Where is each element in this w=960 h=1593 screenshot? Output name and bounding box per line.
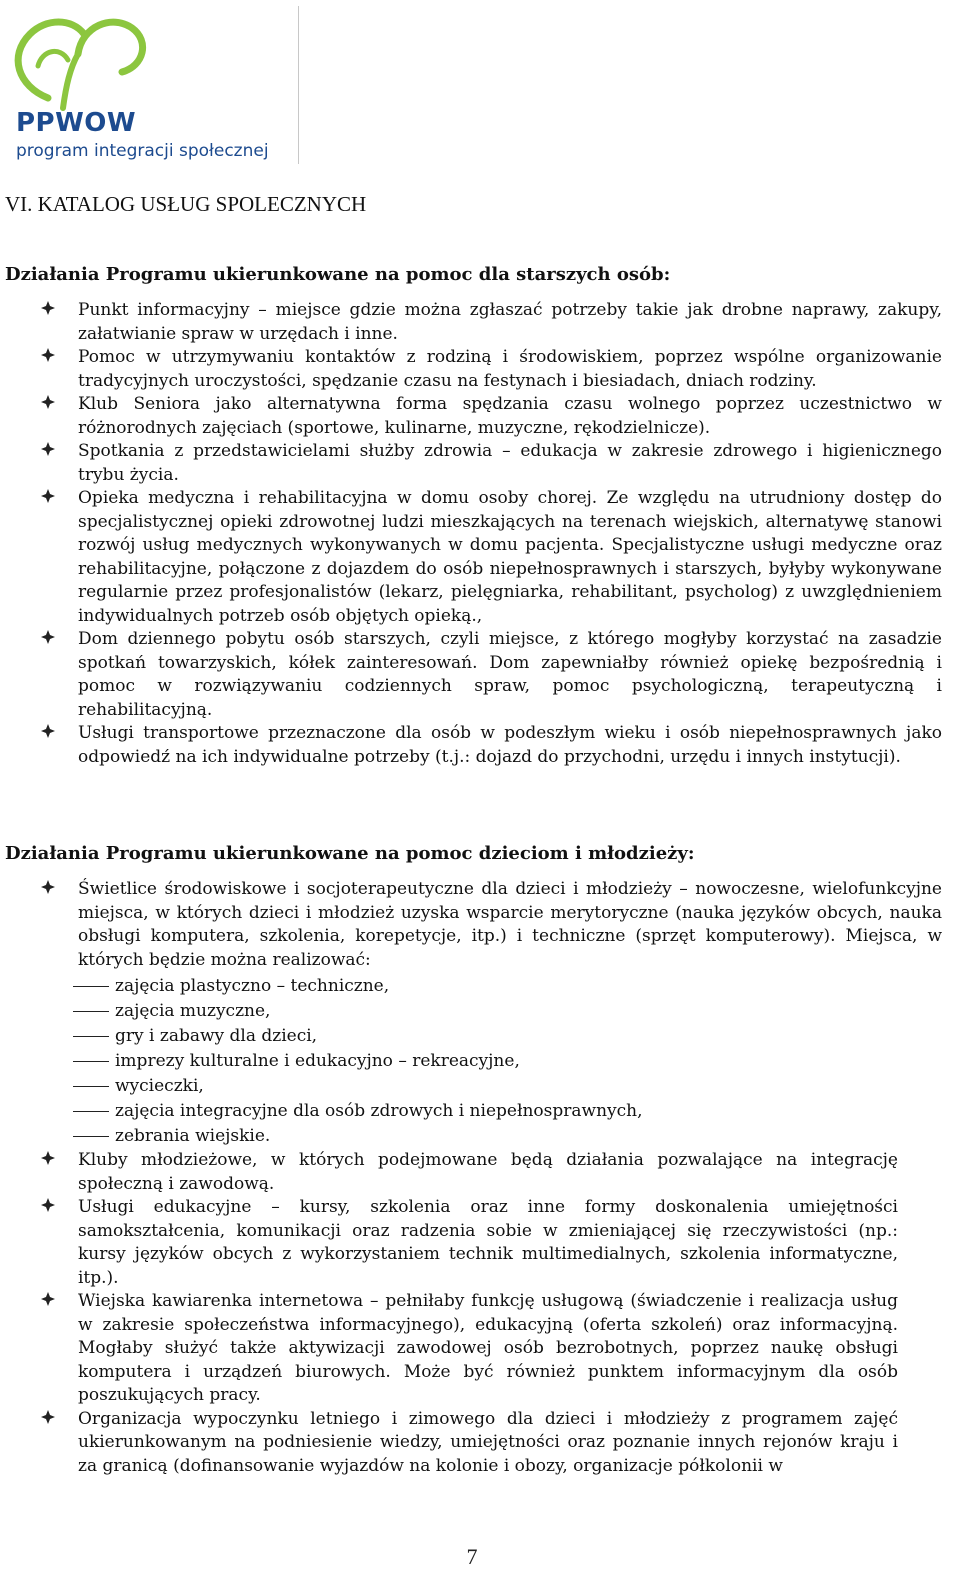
activity-item: zajęcia muzyczne, [78, 999, 938, 1024]
list-item-text: Opieka medyczna i rehabilitacyjna w domu osoby chorej. Ze względu na utrudniony dostęp do specjalistycznej opieki zdrowotnej ludzi mieszkających na terenach wiejskich, alternatywę stanowi rozwój usług medycznych wykonywanych w domu pacjenta. Specjalistyczne usługi medyczne oraz rehabilitacyjne, połączone z dojazdem do osób niepełnosprawnych i starszych, byłyby wykonywane regularnie przez profesjonalistów (lekarz, pielęgniarka, rehabilitant, psycholog) z uwzględnieniem indywidualnych potrzeb osób objętych opieką., [78, 488, 942, 626]
list-item-text: Usługi transportowe przeznaczone dla osób w podeszłym wieku i osób niepełnosprawnych jako odpowiedź na ich indywidualne potrzeby (t.j.: dojazd do przychodni, urzędu i innych instytucji). [78, 723, 942, 767]
list-item [40, 440, 942, 487]
list-item [40, 1290, 898, 1408]
list-item [40, 346, 942, 393]
activity-item: zajęcia plastyczno – techniczne, [78, 974, 938, 999]
seniors-services-list [40, 299, 942, 769]
diamond-bullet-icon [40, 441, 56, 457]
list-item [40, 1196, 898, 1290]
list-item-text: Klub Seniora jako alternatywna forma spędzania czasu wolnego poprzez uczestnictwo w różnorodnych zajęciach (sportowe, kulinarne, muzyczne, rękodzielnicze). [78, 394, 942, 438]
diamond-bullet-icon [40, 1150, 56, 1166]
activity-item: zajęcia integracyjne dla osób zdrowych i niepełnosprawnych, [78, 1099, 938, 1124]
diamond-bullet-icon [40, 1197, 56, 1213]
diamond-bullet-icon [40, 629, 56, 645]
list-item [40, 487, 942, 628]
list-item [40, 393, 942, 440]
list-item-text: Świetlice środowiskowe i socjoterapeutyczne dla dzieci i młodzieży – nowoczesne, wielofunkcyjne miejsca, w których dzieci i młodzież uzyska wsparcie merytoryczne (nauka języków obcych, nauka obsługi komputera, szkolenia, korepetycje, itp.) i techniczne (sprzęt komputerowy). Miejsca, w których będzie można realizować: [78, 879, 942, 970]
tree-logo-icon [8, 6, 308, 116]
youth-services-list [40, 878, 942, 972]
list-item [40, 878, 942, 972]
activities-list [78, 974, 938, 1149]
list-item-text: Usługi edukacyjne – kursy, szkolenia oraz inne formy doskonalenia umiejętności samokształcenia, komunikacji oraz radzenia sobie w zmieniającej się rzeczywistości (np.: kursy języków obcych z wykorzystaniem technik multimedialnych, szkolenia informatyczne, itp.). [78, 1197, 898, 1288]
youth-services-list-continued [40, 1149, 898, 1478]
list-item-text: Dom dziennego pobytu osób starszych, czyli miejsce, z którego mogłyby korzystać na zasadzie spotkań towarzyskich, kółek zainteresowań. Dom zapewniałby również opiekę bezpośrednią i pomoc w rozwiązywaniu codziennych spraw, pomoc psychologiczną, terapeutyczną i rehabilitacyjną. [78, 629, 942, 720]
diamond-bullet-icon [40, 1291, 56, 1307]
list-item-text: Spotkania z przedstawicielami służby zdrowia – edukacja w zakresie zdrowego i higienicznego trybu życia. [78, 441, 942, 485]
chapter-title: VI. KATALOG USŁUG SPOLECZNYCH [5, 192, 367, 216]
list-item [40, 722, 942, 769]
diamond-bullet-icon [40, 300, 56, 316]
diamond-bullet-icon [40, 1409, 56, 1425]
list-item-text: Wiejska kawiarenka internetowa – pełniłaby funkcję usługową (świadczenie i realizacja usług w zakresie społeczeństwa informacyjnego), edukacyjną (oferta szkoleń) oraz informacyjną. Mogłaby służyć także aktywizacji zawodowej osób bezrobotnych, poprzez naukę obsługi komputera i urządzeń biurowych. Może być również punktem informacyjnym dla osób poszukujących pracy. [78, 1291, 898, 1405]
page-number: 7 [466, 1544, 478, 1569]
activity-item: wycieczki, [78, 1074, 938, 1099]
list-item-text: Pomoc w utrzymywaniu kontaktów z rodziną i środowiskiem, poprzez wspólne organizowanie tradycyjnych uroczystości, spędzanie czasu na festynach i biesiadach, dniach rodziny. [78, 347, 942, 391]
logo-subtitle: program integracji społecznej [16, 141, 269, 161]
diamond-bullet-icon [40, 879, 56, 895]
list-item-text: Punkt informacyjny – miejsce gdzie można zgłaszać potrzeby takie jak drobne naprawy, zakupy, załatwianie spraw w urzędach i inne. [78, 300, 942, 344]
list-item [40, 299, 942, 346]
section-title-youth: Działania Programu ukierunkowane na pomoc dzieciom i młodzieży: [5, 843, 695, 864]
activity-item: imprezy kulturalne i edukacyjno – rekreacyjne, [78, 1049, 938, 1074]
list-item [40, 1149, 898, 1196]
logo-wordmark: PPWOW [16, 108, 137, 138]
diamond-bullet-icon [40, 394, 56, 410]
diamond-bullet-icon [40, 488, 56, 504]
section-title-seniors: Działania Programu ukierunkowane na pomoc dla starszych osób: [5, 264, 671, 285]
diamond-bullet-icon [40, 723, 56, 739]
activity-item: zebrania wiejskie. [78, 1124, 938, 1149]
list-item-text: Organizacja wypoczynku letniego i zimowego dla dzieci i młodzieży z programem zajęć ukierunkowanym na podniesienie wiedzy, umiejętności oraz poznanie innych rejonów kraju i za granicą (dofinansowanie wyjazdów na kolonie i obozy, organizacje półkolonii w [78, 1408, 898, 1476]
list-item [40, 628, 942, 722]
logo-divider [298, 6, 299, 164]
activity-item: gry i zabawy dla dzieci, [78, 1024, 938, 1049]
list-item-text: Kluby młodzieżowe, w których podejmowane będą działania pozwalające na integrację społeczną i zawodową. [78, 1150, 898, 1194]
list-item [40, 1408, 898, 1479]
diamond-bullet-icon [40, 347, 56, 363]
